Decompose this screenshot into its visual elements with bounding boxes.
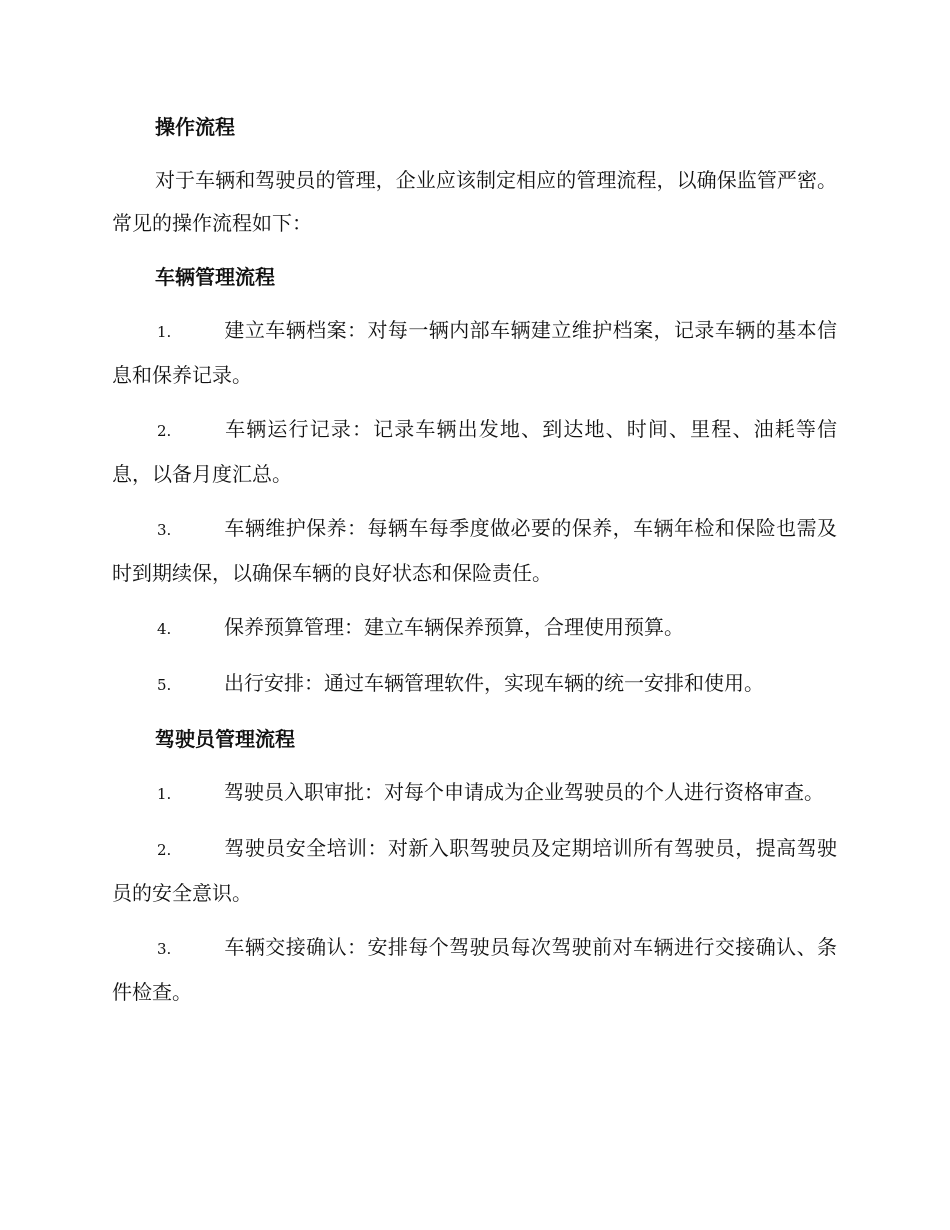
- section-heading-driver: 驾驶员管理流程: [155, 727, 295, 751]
- list-item-text: 车辆运行记录：记录车辆出发地、到达地、时间、里程、油耗等信息，以备月度汇总。: [112, 417, 837, 486]
- list-number: 2.: [157, 422, 172, 440]
- vehicle-list-item: [112, 662, 837, 707]
- list-number: 4.: [157, 620, 172, 638]
- section-heading-vehicle: 车辆管理流程: [155, 265, 275, 289]
- driver-list-item: [112, 827, 837, 915]
- list-item-text: 车辆交接确认：安排每个驾驶员每次驾驶前对车辆进行交接确认、条件检查。: [112, 935, 837, 1004]
- driver-list-item: [112, 771, 837, 816]
- list-number: 2.: [157, 841, 172, 859]
- section-heading-operation: 操作流程: [155, 115, 235, 139]
- list-item-text: 车辆维护保养：每辆车每季度做必要的保养，车辆年检和保险也需及时到期续保，以确保车辆的良好状态和保险责任。: [112, 516, 837, 585]
- list-item-text: 驾驶员入职审批：对每个申请成为企业驾驶员的个人进行资格审查。: [224, 780, 824, 804]
- list-number: 5.: [157, 676, 172, 694]
- list-item-text: 建立车辆档案：对每一辆内部车辆建立维护档案，记录车辆的基本信息和保养记录。: [112, 318, 837, 387]
- list-item-text: 出行安排：通过车辆管理软件，实现车辆的统一安排和使用。: [224, 671, 764, 695]
- vehicle-list-item: [112, 309, 837, 397]
- vehicle-list-item: [112, 606, 837, 651]
- list-number: 3.: [157, 521, 172, 539]
- driver-list-item: [112, 926, 837, 1014]
- document-body: [112, 106, 837, 1025]
- intro-paragraph: 对于车辆和驾驶员的管理，企业应该制定相应的管理流程，以确保监管严密。常见的操作流程如下：: [112, 168, 837, 235]
- list-number: 1.: [157, 323, 172, 341]
- list-number: 3.: [157, 940, 172, 958]
- vehicle-list-item: [112, 507, 837, 595]
- list-item-text: 驾驶员安全培训：对新入职驾驶员及定期培训所有驾驶员，提高驾驶员的安全意识。: [112, 836, 837, 905]
- list-number: 1.: [157, 785, 172, 803]
- vehicle-list-item: [112, 408, 837, 496]
- list-item-text: 保养预算管理：建立车辆保养预算，合理使用预算。: [224, 615, 684, 639]
